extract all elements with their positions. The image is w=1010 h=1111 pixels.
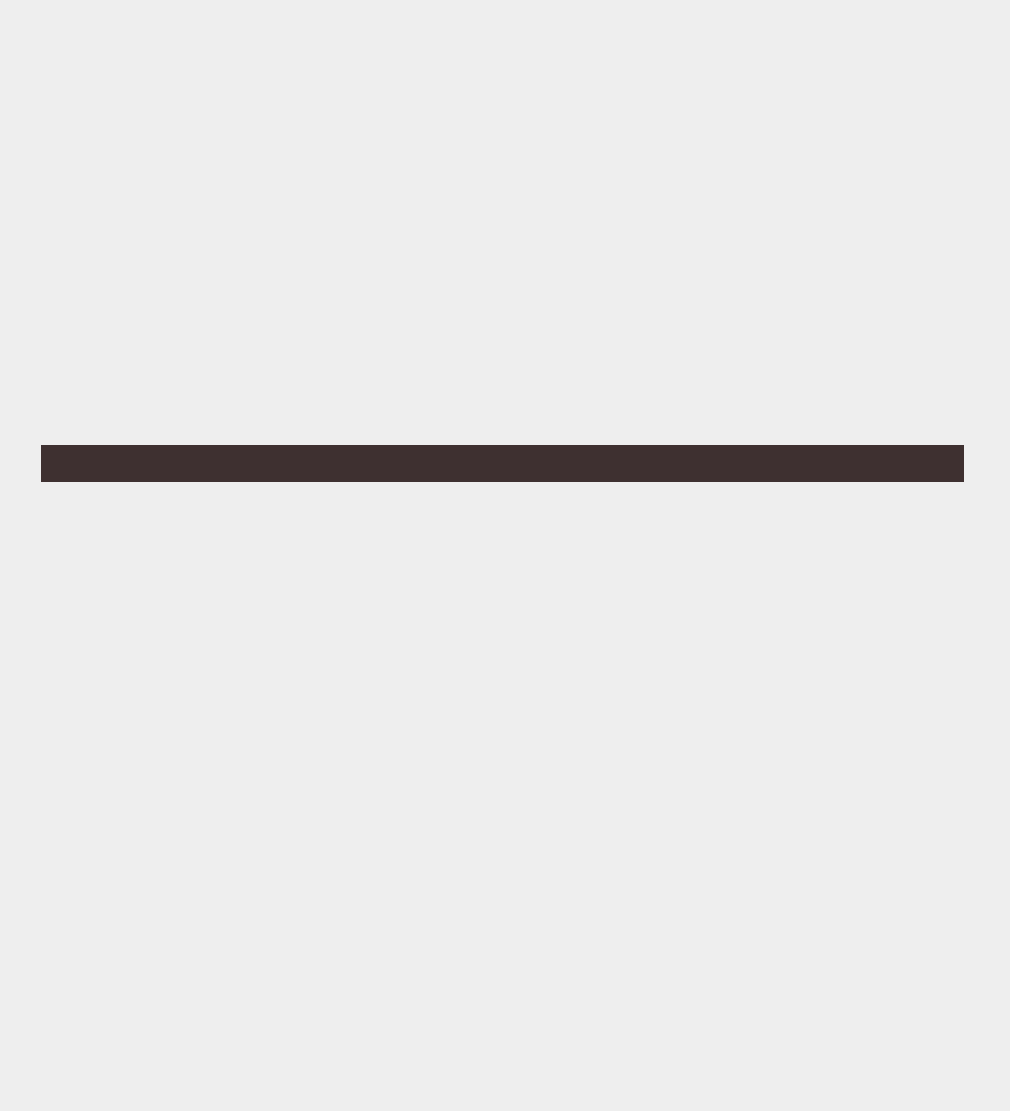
table-header [41,445,964,482]
pasta-dishes-table [41,445,964,482]
